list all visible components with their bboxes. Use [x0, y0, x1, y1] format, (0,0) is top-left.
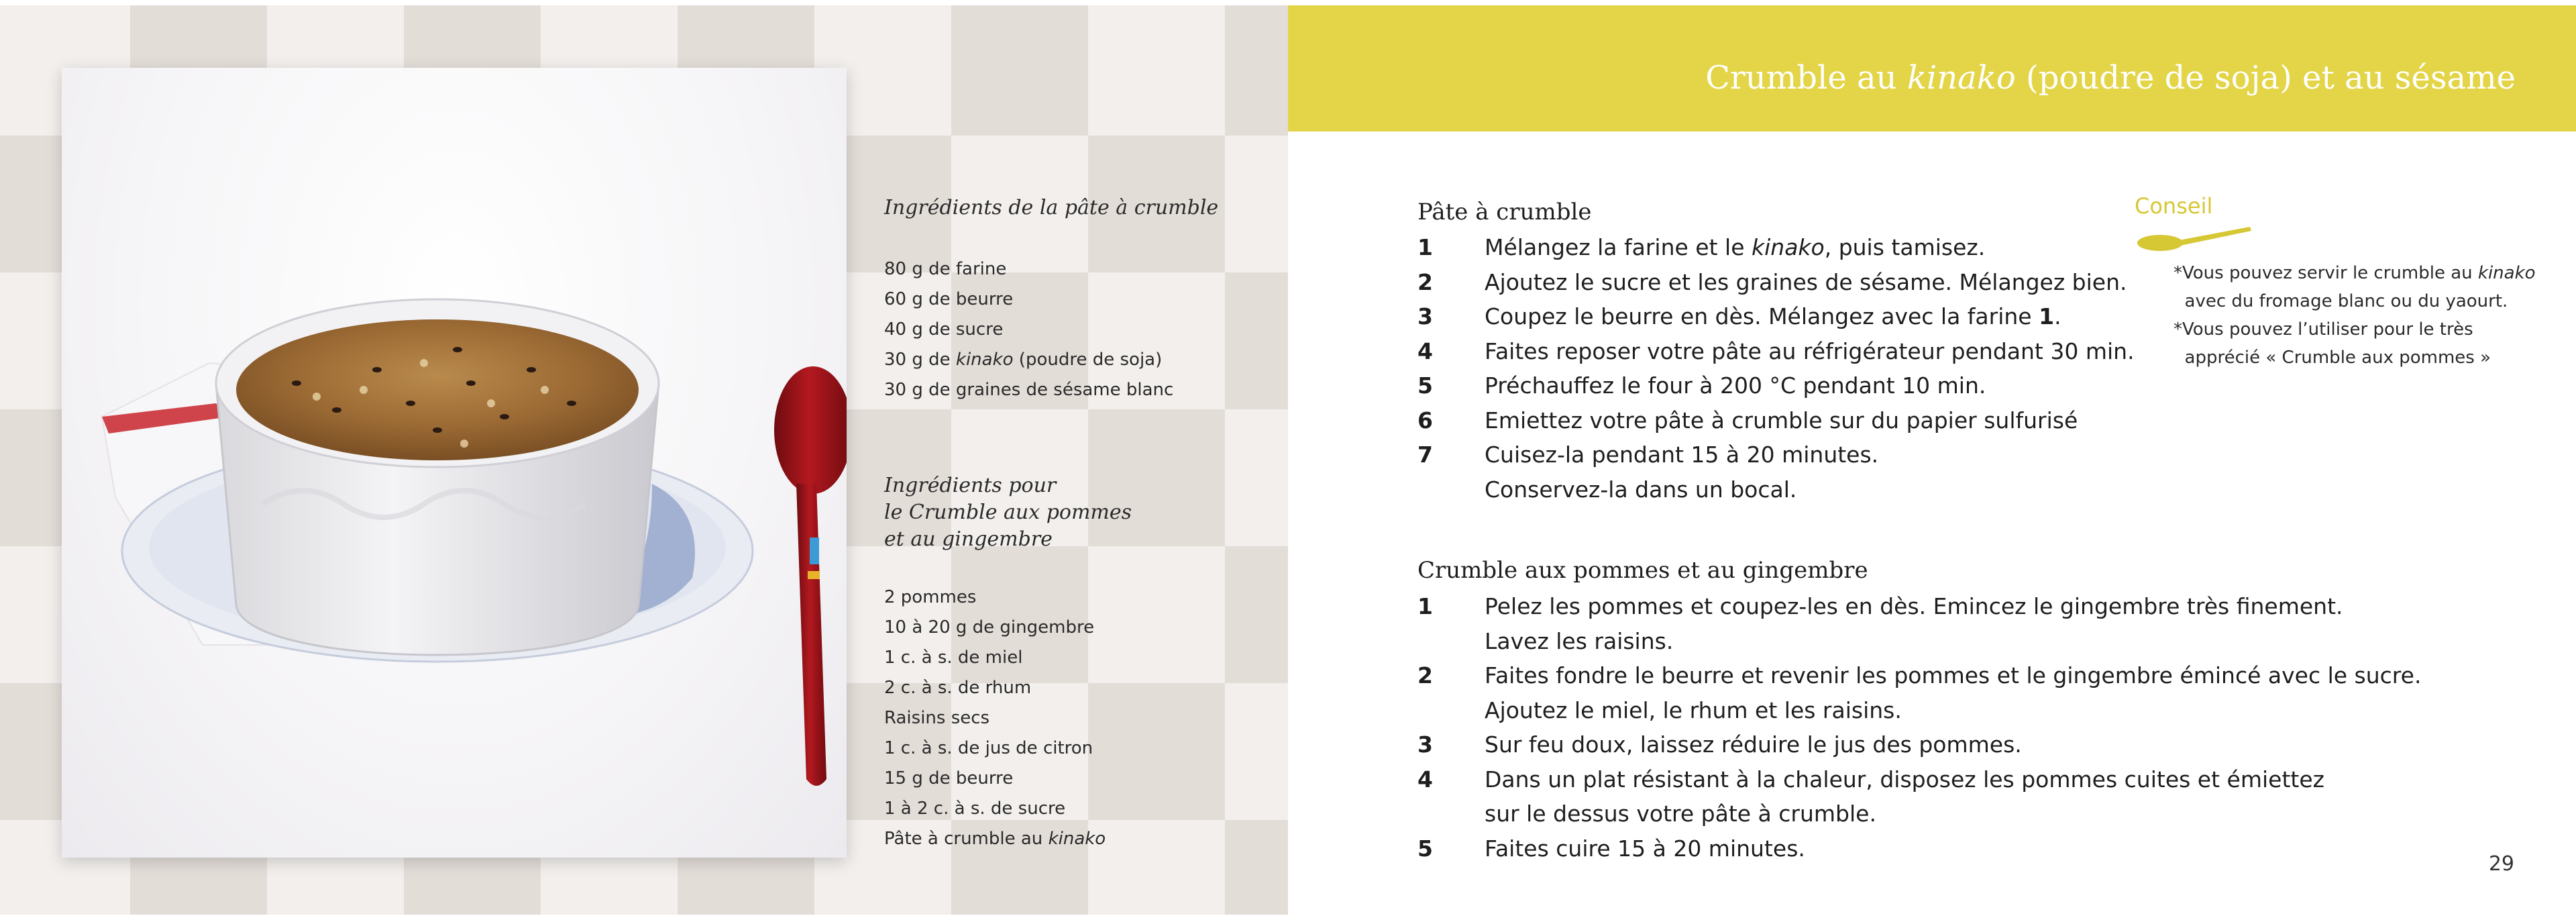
apple-ingredients-title: Ingrédients pour le Crumble aux pommes et au gingembre: [884, 474, 1132, 551]
ingredient-item: 1 c. à s. de miel: [884, 648, 1023, 668]
conseil-note: avec du fromage blanc ou du yaourt.: [2174, 291, 2508, 311]
step-item: Ajoutez le miel, le rhum et les raisins.: [1485, 697, 1902, 723]
ingredient-item: 2 pommes: [884, 587, 977, 607]
crumble-section-title: Pâte à crumble: [1417, 199, 1592, 225]
ingredient-kinako: kinako: [955, 350, 1014, 370]
title-band: [1288, 5, 2576, 132]
step-number: 4: [1417, 766, 1433, 793]
ingredient-item: Raisins secs: [884, 708, 990, 728]
ingredient-item: 15 g de beurre: [884, 768, 1014, 788]
ingredient-item: 30 g de kinako (poudre de soja): [884, 350, 1163, 370]
ingredients-panel: [884, 5, 1260, 915]
red-spoon-handle: [796, 484, 826, 786]
step-item: sur le dessus votre pâte à crumble.: [1485, 801, 1876, 827]
ingredient-item: 1 à 2 c. à s. de sucre: [884, 799, 1066, 819]
spoon-decoration-2: [808, 571, 820, 579]
step-item: Lavez les raisins.: [1485, 627, 1674, 654]
crumble-ingredients-title: Ingrédients de la pâte à crumble: [884, 196, 1219, 219]
ingredient-item: 40 g de sucre: [884, 319, 1004, 340]
step-number: 3: [1417, 303, 1433, 329]
step-number: 7: [1417, 442, 1433, 468]
ingredient-item: 1 c. à s. de jus de citron: [884, 738, 1093, 758]
spoon-decoration: [810, 538, 819, 564]
spoon-icon: [2135, 217, 2255, 258]
step-item: Conservez-la dans un bocal.: [1485, 476, 1797, 503]
step-item: 4 Faites reposer votre pâte au réfrigérateur pendant 30 min.: [1417, 334, 2135, 369]
recipe-title-kinako: kinako: [1907, 59, 2016, 97]
conseil-note: apprécié « Crumble aux pommes »: [2174, 348, 2491, 368]
step-item: 5 Faites cuire 15 à 20 minutes.: [1417, 831, 2421, 866]
crumble-ingredients-list: [884, 254, 1260, 405]
left-page: [0, 5, 1288, 915]
step-item: 1 Pelez les pommes et coupez-les en dès. Emincez le gingembre très finement.: [1417, 589, 2421, 624]
ingredient-item: Pâte à crumble au kinako: [884, 829, 1106, 849]
step-number: 1: [1417, 593, 1433, 619]
step-number: 2: [1417, 268, 1433, 295]
step-item: 3 Coupez le beurre en dès. Mélangez avec la farine 1.: [1417, 299, 2135, 334]
conseil-notes: [2174, 259, 2536, 372]
step-number: 5: [1417, 372, 1433, 399]
apple-steps: [1417, 589, 2421, 866]
right-page: [1288, 5, 2576, 915]
step-item: 2 Faites fondre le beurre et revenir les pommes et le gingembre émincé avec le sucre.: [1417, 658, 2421, 693]
page-number: 29: [2488, 852, 2514, 876]
step-number: 3: [1417, 731, 1433, 758]
apple-ingredients-list: [884, 582, 1260, 854]
crumble-photo: [62, 68, 847, 858]
step-number: 1: [1417, 234, 1433, 260]
step-item: 7 Cuisez-la pendant 15 à 20 minutes.: [1417, 438, 2135, 472]
conseil-note: *Vous pouvez l’utiliser pour le très: [2174, 319, 2473, 340]
apple-section-title: Crumble aux pommes et au gingembre: [1417, 557, 1868, 584]
step-item: 3 Sur feu doux, laissez réduire le jus des pommes.: [1417, 727, 2421, 762]
conseil-title: Conseil: [2135, 193, 2213, 219]
step-number: 2: [1417, 662, 1433, 688]
ingredient-kinako: kinako: [1048, 829, 1106, 849]
crumble-topping: [236, 319, 639, 460]
ingredient-item: 2 c. à s. de rhum: [884, 678, 1032, 698]
crumble-photo-illustration: [62, 68, 847, 858]
step-number: 6: [1417, 407, 1433, 433]
recipe-title: Crumble au kinako (poudre de soja) et au sésame: [1705, 59, 2516, 97]
step-number: 4: [1417, 338, 1433, 364]
conseil-note: *Vous pouvez servir le crumble au kinako: [2174, 263, 2536, 283]
step-item: 1 Mélangez la farine et le kinako, puis tamisez.: [1417, 230, 2135, 265]
step-item: 6 Emiettez votre pâte à crumble sur du papier sulfurisé: [1417, 403, 2135, 438]
ingredient-item: 10 à 20 g de gingembre: [884, 617, 1095, 637]
step-item: 4 Dans un plat résistant à la chaleur, disposez les pommes cuites et émiettez: [1417, 762, 2421, 797]
ingredient-item: 60 g de beurre: [884, 289, 1014, 309]
ingredient-item: 30 g de graines de sésame blanc: [884, 380, 1174, 400]
ingredient-item: 80 g de farine: [884, 259, 1007, 279]
step-item: 5 Préchauffez le four à 200 °C pendant 10 min.: [1417, 368, 2135, 403]
red-spoon-bowl: [774, 366, 847, 494]
step-number: 5: [1417, 835, 1433, 862]
step-item: 2 Ajoutez le sucre et les graines de sésame. Mélangez bien.: [1417, 265, 2135, 300]
crumble-steps: [1417, 230, 2135, 507]
